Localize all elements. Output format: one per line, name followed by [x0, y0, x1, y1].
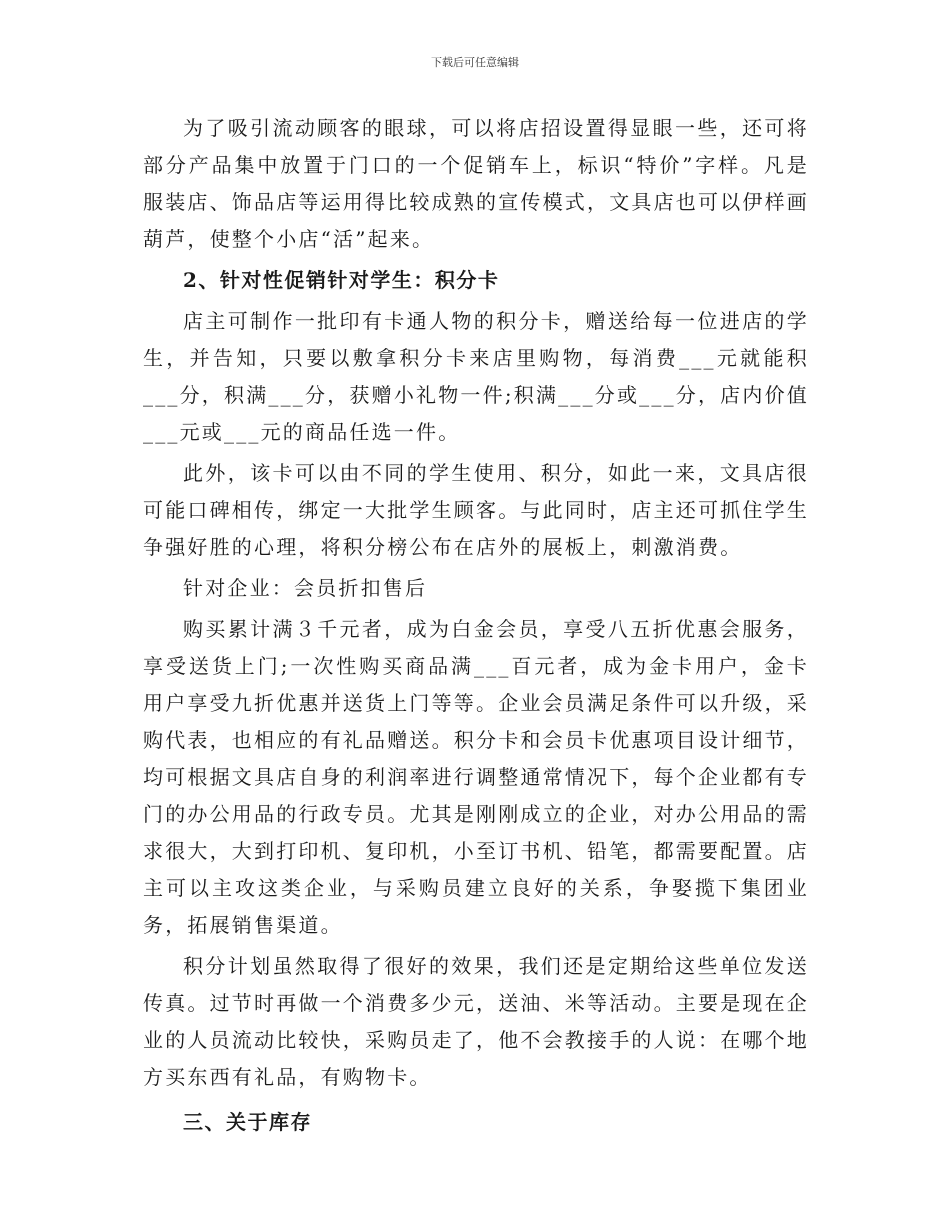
paragraph-storefront: 为了吸引流动顾客的眼球，可以将店招设置得显眼一些，还可将部分产品集中放置于门口的一个促销车上，标识“特价”字样。凡是服装店、饰品店等运用得比较成熟的宣传模式，文具店也可以伊样画葫芦，使整个小店“活”起来。 — [143, 116, 809, 251]
subheading-enterprise: 针对企业：会员折扣售后 — [183, 576, 428, 600]
paragraph-fax-followup: 积分计划虽然取得了很好的效果，我们还是定期给这些单位发送传真。过节时再做一个消费多少元，送油、米等活动。主要是现在企业的人员流动比较快，采购员走了，他不会教接手的人说：在哪个地方买东西有礼品，有购物卡。 — [143, 954, 809, 1089]
section-heading-targeted-promotion: 2、针对性促销针对学生：积分卡 — [183, 268, 500, 292]
paragraph-points-card: 店主可制作一批印有卡通人物的积分卡，赠送给每一位进店的学生，并告知，只要以敷拿积分卡来店里购物，每消费___元就能积___分，积满___分，获赠小礼物一件;积满___分或___分，店内价值___元或___元的商品任选一件。 — [143, 309, 809, 444]
paragraph-word-of-mouth: 此外，该卡可以由不同的学生使用、积分，如此一来，文具店很可能口碑相传，绑定一大批学生顾客。与此同时，店主还可抓住学生争强好胜的心理，将积分榜公布在店外的展板上，刺激消费。 — [143, 461, 809, 559]
section-heading-inventory: 三、关于库存 — [183, 1110, 312, 1134]
document-body — [143, 110, 809, 1141]
paragraph-membership: 购买累计满３千元者，成为白金会员，享受八五折优惠会服务，享受送货上门;一次性购买商品满___百元者，成为金卡用户，金卡用户享受九折优惠并送货上门等等。企业会员满足条件可以升级，采购代表，也相应的有礼品赠送。积分卡和会员卡优惠项目设计细节，均可根据文具店自身的利润率进行调整通常情况下，每个企业都有专门的办公用品的行政专员。尤其是刚刚成立的企业，对办公用品的需求很大，大到打印机、复印机，小至订书机、铅笔，都需要配置。店主可以主攻这类企业，与采购员建立良好的关系，争娶揽下集团业务，拓展销售渠道。 — [143, 617, 809, 937]
page-header: 下载后可任意编辑 — [431, 56, 519, 69]
